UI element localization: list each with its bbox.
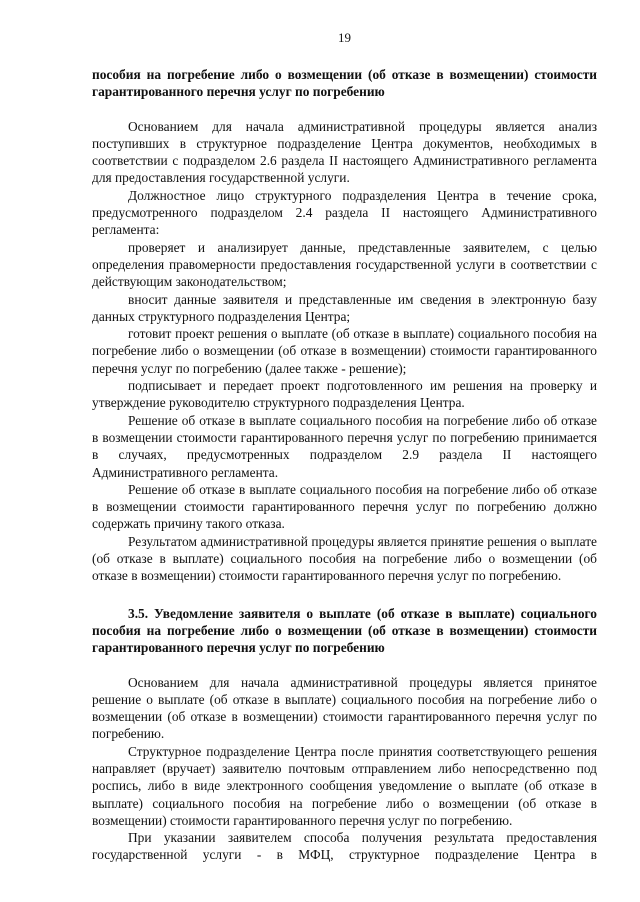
paragraph: готовит проект решения о выплате (об отказе в выплате) социального пособия на погребение либо о возмещении (об отказе в возмещении) стоимости гарантированного перечня услуг по погребению (далее также - решение); [92,326,597,376]
paragraph: При указании заявителем способа получения результата предоставления государственной услуги - в МФЦ, структурное подразделение Центра в [92,830,597,863]
paragraph: Основанием для начала административной процедуры является принятое решение о выплате (об отказе в выплате) социального пособия на погребение либо о возмещении (об отказе в возмещении) стоимости гарантированного перечня услуг по погребению. [92,674,597,742]
section-heading-text: 3.5. Уведомление заявителя о выплате (об отказе в выплате) социального пособия на погребение либо о возмещении (об отказе в возмещении) стоимости гарантированного перечня услуг по погребению [92,605,597,656]
paragraph: Структурное подразделение Центра после принятия соответствующего решения направляет (вручает) заявителю почтовым отправлением либо непосредственно под роспись, либо в виде электронного сообщения уведомление о выплате (об отказе в выплате) социального пособия на погребение либо о возмещении (об отказе в возмещении) стоимости гарантированного перечня услуг по погребению. [92,743,597,828]
procedure-body [92,118,597,585]
paragraph: проверяет и анализирует данные, представленные заявителем, с целью определения правомерности предоставления государственной услуги в соответствии с действующим законодательством; [92,239,597,290]
paragraph: Решение об отказе в выплате социального пособия на погребение либо об отказе в возмещении стоимости гарантированного перечня услуг по погребению должно содержать причину такого отказа. [92,481,597,532]
document-page [92,30,597,864]
section-heading [92,605,597,657]
paragraph: вносит данные заявителя и представленные им сведения в электронную базу данных структурного подразделения Центра; [92,291,597,324]
paragraph: Основанием для начала административной процедуры является анализ поступивших в структурное подразделение Центра документов, необходимых в соответствии с подразделом 2.6 раздела II настоящего Административного регламента для предоставления государственной услуги. [92,118,597,186]
notification-body [92,674,597,864]
page-number: 19 [338,30,351,45]
paragraph: Должностное лицо структурного подразделения Центра в течение срока, предусмотренного подразделом 2.4 раздела II настоящего Административного регламента: [92,187,597,238]
paragraph: подписывает и передает проект подготовленного им решения на проверку и утверждение руководителю структурного подразделения Центра. [92,378,597,411]
continued-heading: пособия на погребение либо о возмещении (об отказе в возмещении) стоимости гарантированного перечня услуг по погребению [92,67,597,100]
paragraph: Решение об отказе в выплате социального пособия на погребение либо об отказе в возмещении стоимости гарантированного перечня услуг по погребению принимается в случаях, предусмотренных подразделом 2.9 раздела II настоящего Административного регламента. [92,412,597,480]
paragraph: Результатом административной процедуры является принятие решения о выплате (об отказе в выплате) социального пособия на погребение либо о возмещении (об отказе в возмещении) стоимости гарантированного перечня услуг по погребению. [92,533,597,584]
